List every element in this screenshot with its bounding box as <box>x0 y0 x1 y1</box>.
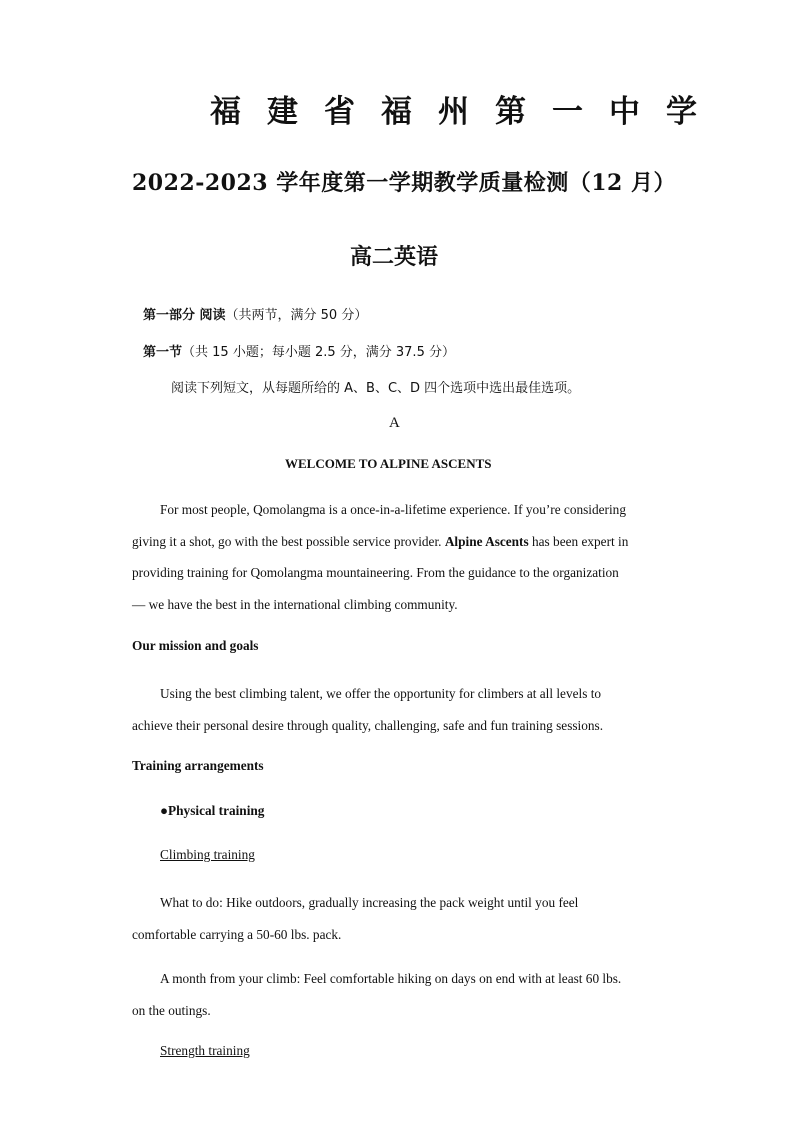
strength-training-subheading: Strength training <box>160 1043 250 1058</box>
month-paragraph <box>132 963 621 1026</box>
mission-paragraph <box>132 678 603 741</box>
school-name: 福建省福州第一中学 <box>210 94 723 130</box>
month-line-2: on the outings. <box>132 1002 211 1018</box>
intro-line-4: — we have the best in the international climbing community. <box>132 596 458 612</box>
part-label: 第一部分 阅读 <box>143 308 226 323</box>
part-detail: （共两节，满分 50 分） <box>225 308 368 323</box>
exam-title: 2022-2023 学年度第一学期教学质量检测（12 月） <box>132 170 677 196</box>
what-to-do-line-2: comfortable carrying a 50-60 lbs. pack. <box>132 926 342 942</box>
section-label: 第一节 <box>143 345 183 360</box>
brand-name: Alpine Ascents <box>444 533 529 549</box>
training-heading: Training arrangements <box>132 758 264 773</box>
directions: 阅读下列短文，从每题所给的 A、B、C、D 四个选项中选出最佳选项。 <box>171 381 581 396</box>
climbing-training-subheading: Climbing training <box>160 847 255 862</box>
intro-line-2a: giving it a shot, go with the best possible service provider. <box>132 533 445 549</box>
section-detail: （共 15 小题；每小题 2.5 分，满分 37.5 分） <box>182 345 455 360</box>
mission-line-1: Using the best climbing talent, we offer the opportunity for climbers at all levels to <box>160 686 602 701</box>
physical-training-bullet: ●Physical training <box>160 803 265 818</box>
intro-line-2b: has been expert in <box>528 533 629 549</box>
month-line-1: A month from your climb: Feel comfortable hiking on days on end with at least 60 lbs. <box>160 971 622 986</box>
intro-paragraph <box>132 494 672 620</box>
intro-line-1: For most people, Qomolangma is a once-in-a-lifetime experience. If you’re considering <box>160 502 626 517</box>
mission-line-2: achieve their personal desire through quality, challenging, safe and fun training sessions. <box>132 717 604 733</box>
subject-title: 高二英语 <box>350 244 439 270</box>
what-to-do-paragraph <box>132 887 578 950</box>
what-to-do-line-1: What to do: Hike outdoors, gradually increasing the pack weight until you feel <box>160 895 579 910</box>
mission-heading: Our mission and goals <box>132 638 259 653</box>
passage-letter: A <box>389 415 400 431</box>
passage-title: WELCOME TO ALPINE ASCENTS <box>285 456 492 471</box>
intro-line-2 <box>132 526 672 558</box>
part-heading <box>143 304 367 323</box>
section-heading <box>143 341 455 360</box>
intro-line-3: providing training for Qomolangma mountaineering. From the guidance to the organization <box>132 565 619 580</box>
